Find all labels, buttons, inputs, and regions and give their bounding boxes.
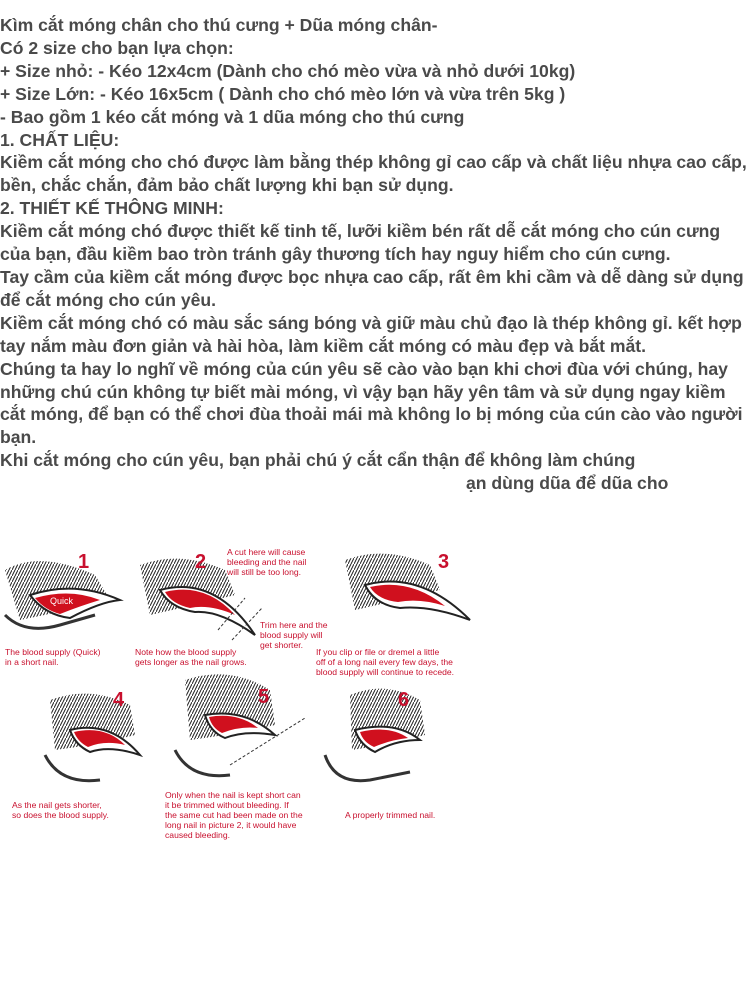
caption-line: it be trimmed without bleeding. If (165, 800, 289, 810)
caption-line: caused bleeding. (165, 830, 230, 840)
note-line: get shorter. (260, 640, 303, 650)
panel-1 (5, 551, 120, 667)
size-large: + Size Lớn: - Kéo 16x5cm ( Dành cho chó mèo lớn và vừa trên 5kg ) (0, 83, 566, 104)
paragraph-design-3: Kiềm cắt móng chó có màu sắc sáng bóng và giữ màu chủ đạo là thép không gỉ. kết hợp tay nắm màu đơn giản và hài hòa, làm kiềm cắt móng có màu đẹp và bắt mắt. (0, 312, 742, 356)
note-line: A cut here will cause (227, 547, 306, 557)
caption-line: gets longer as the nail grows. (135, 657, 247, 667)
panel-number: 4 (113, 689, 125, 711)
nail-trimming-diagram (0, 540, 480, 850)
panel-4 (12, 689, 140, 820)
panel-3 (316, 551, 470, 677)
paragraph-design-1: Kiềm cắt móng chó được thiết kế tinh tế, lưỡi kiềm bén rất dễ cắt móng cho cún cưng của bạn, đầu kiềm bao tròn tránh gây thương tích hay nguy hiểm cho cún cưng. (0, 221, 721, 265)
product-title: Kìm cắt móng chân cho thú cưng + Dũa móng chân- (0, 15, 438, 35)
product-description (0, 14, 750, 495)
panel-number: 5 (258, 686, 270, 708)
section-heading-material: 1. CHẤT LIỆU: (0, 129, 120, 150)
panel-number: 6 (398, 689, 410, 711)
caption-line: so does the blood supply. (12, 810, 109, 820)
pad-outline (45, 755, 100, 781)
panel-number: 1 (78, 551, 90, 573)
size-intro: Có 2 size cho bạn lựa chọn: (0, 37, 234, 58)
quick-label: Quick (50, 596, 74, 606)
paragraph-caution-tail: ạn dùng dũa để dũa cho (466, 473, 669, 494)
caption-line: A properly trimmed nail. (345, 810, 436, 820)
note-line: will still be too long. (227, 567, 302, 577)
caption-line: in a short nail. (5, 657, 59, 667)
section-heading-design: 2. THIẾT KẾ THÔNG MINH: (0, 198, 224, 219)
paragraph-caution: Khi cắt móng cho cún yêu, bạn phải chú ý cắt cẩn thận để không làm chúng (0, 450, 636, 471)
panel-number: 2 (195, 551, 207, 573)
panel-number: 3 (438, 551, 450, 573)
caption-line: The blood supply (Quick) (5, 647, 101, 657)
size-small: + Size nhỏ: - Kéo 12x4cm (Dành cho chó mèo vừa và nhỏ dưới 10kg) (0, 60, 576, 81)
caption-line: long nail in picture 2, it would have (165, 820, 297, 830)
caption-line: the same cut had been made on the (165, 810, 303, 820)
note-line: bleeding and the nail (227, 557, 307, 567)
paragraph-concern: Chúng ta hay lo nghĩ về móng của cún yêu sẽ cào vào bạn khi chơi đùa với chúng, hay những chú cún không tự biết mài móng, vì vậy bạn hãy yên tâm và sử dụng ngay kiềm cắt móng, để bạn có thể chơi đùa thoải mái mà không lo bị móng của cún cào vào người bạn. (0, 358, 743, 448)
caption-line: blood supply will continue to recede. (316, 667, 455, 677)
pad-outline (175, 750, 230, 776)
pad-outline (5, 615, 95, 628)
panel-6 (325, 689, 435, 820)
caption-line: Note how the blood supply (135, 647, 237, 657)
paragraph-material: Kiềm cắt móng cho chó được làm bằng thép không gỉ cao cấp và chất liệu nhựa cao cấp, bền, chắc chắn, đảm bảo chất lượng khi bạn sử dụng. (0, 152, 747, 196)
caption-line: Only when the nail is kept short can (165, 790, 301, 800)
nail-trimming-diagram-svg (0, 540, 480, 850)
caption-line: off of a long nail every few days, the (316, 657, 453, 667)
panel-5 (165, 674, 305, 840)
pad-outline (325, 755, 410, 781)
package-contents: - Bao gồm 1 kéo cắt móng và 1 dũa móng cho thú cưng (0, 106, 465, 127)
caption-line: As the nail gets shorter, (12, 800, 102, 810)
panel-2 (135, 547, 328, 667)
paragraph-design-2: Tay cầm của kiềm cắt móng được bọc nhựa cao cấp, rất êm khi cầm và dễ dàng sử dụng để cắt móng cho cún yêu. (0, 266, 744, 310)
note-line: blood supply will (260, 630, 323, 640)
caption-line: If you clip or file or dremel a little (316, 647, 440, 657)
note-line: Trim here and the (260, 620, 328, 630)
